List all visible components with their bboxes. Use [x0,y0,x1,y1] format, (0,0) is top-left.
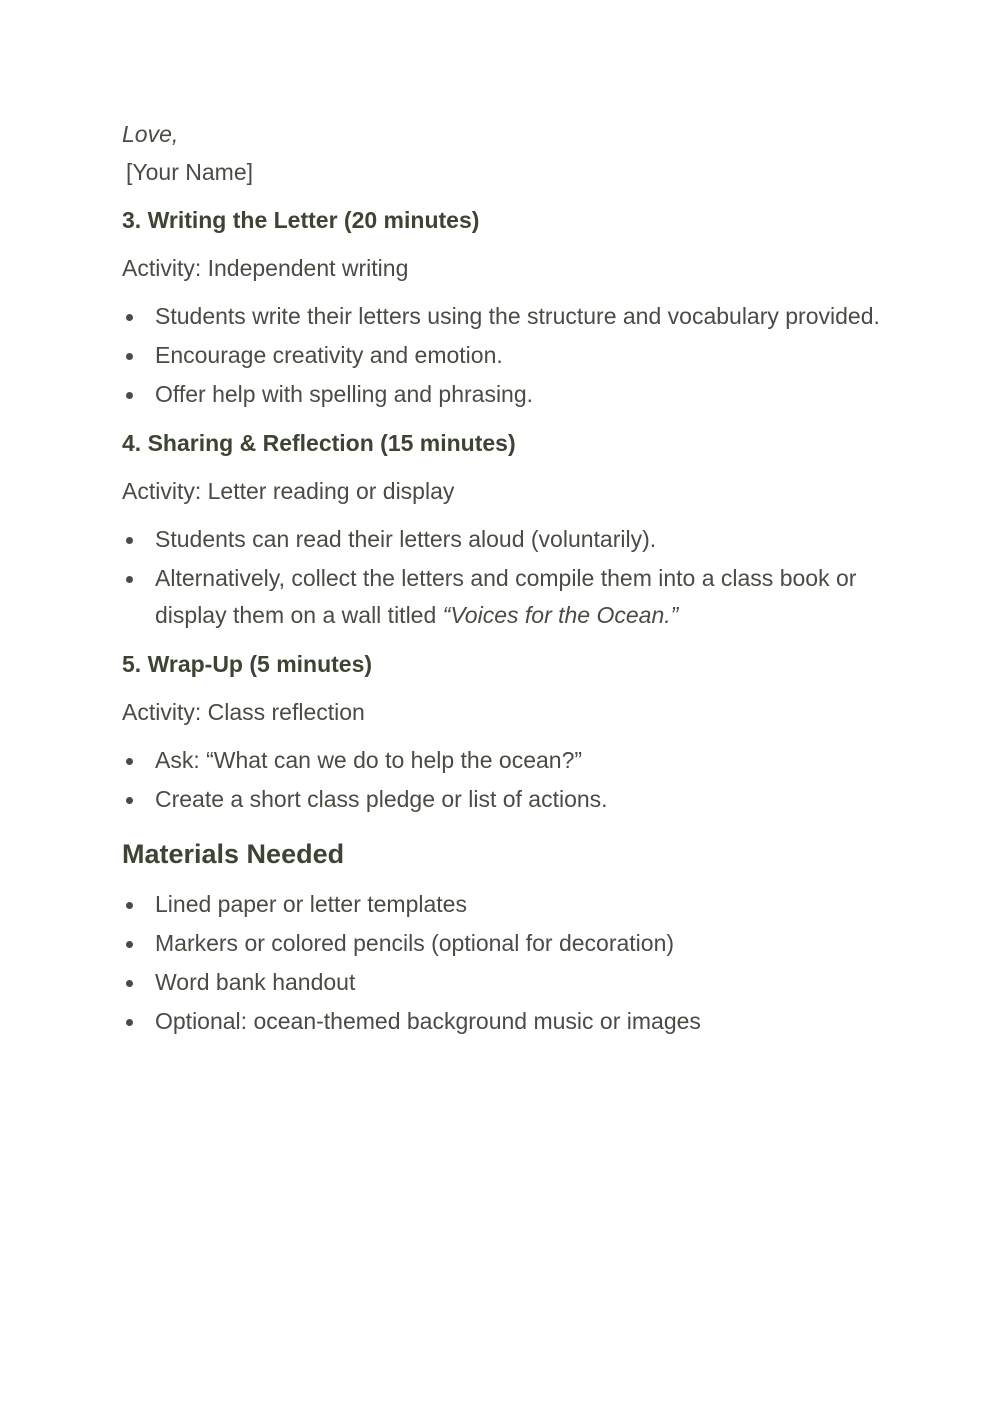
bullet-icon [126,576,133,583]
materials-heading: Materials Needed [122,839,345,869]
list-item: Encourage creativity and emotion. [122,337,882,374]
list-item: Create a short class pledge or list of actions. [122,781,882,818]
bullet-icon [126,537,133,544]
bullet-icon [126,797,133,804]
section-activity: Activity: Letter reading or display [122,478,455,504]
list-item: Offer help with spelling and phrasing. [122,376,882,413]
letter-signature: [Your Name] [126,159,253,185]
bullet-icon [126,392,133,399]
section-heading-sharing: 4. Sharing & Reflection (15 minutes) [122,430,516,456]
list-item: Alternatively, collect the letters and compile them into a class book or display them on a wall titled “Voices for the Ocean.” [122,560,882,634]
list-item: Lined paper or letter templates [122,886,882,923]
materials-list [122,886,882,1040]
document-page [122,118,882,1042]
list-item: Ask: “What can we do to help the ocean?” [122,742,882,779]
bullet-icon [126,353,133,360]
bullet-icon [126,758,133,765]
section-activity: Activity: Class reflection [122,699,365,725]
section-heading-wrapup: 5. Wrap-Up (5 minutes) [122,651,373,677]
letter-closing: Love, [122,121,179,147]
bullet-icon [126,314,133,321]
list-item: Optional: ocean-themed background music or images [122,1003,882,1040]
list-item: Students write their letters using the structure and vocabulary provided. [122,298,882,335]
bullet-list [122,298,882,413]
bullet-icon [126,1019,133,1026]
section-heading-writing: 3. Writing the Letter (20 minutes) [122,207,480,233]
bullet-list [122,521,882,634]
list-item: Students can read their letters aloud (voluntarily). [122,521,882,558]
wall-title: “Voices for the Ocean.” [442,602,679,628]
bullet-icon [126,941,133,948]
list-item: Markers or colored pencils (optional for decoration) [122,925,882,962]
bullet-list [122,742,882,818]
bullet-icon [126,902,133,909]
list-item: Word bank handout [122,964,882,1001]
bullet-icon [126,980,133,987]
section-activity: Activity: Independent writing [122,255,409,281]
